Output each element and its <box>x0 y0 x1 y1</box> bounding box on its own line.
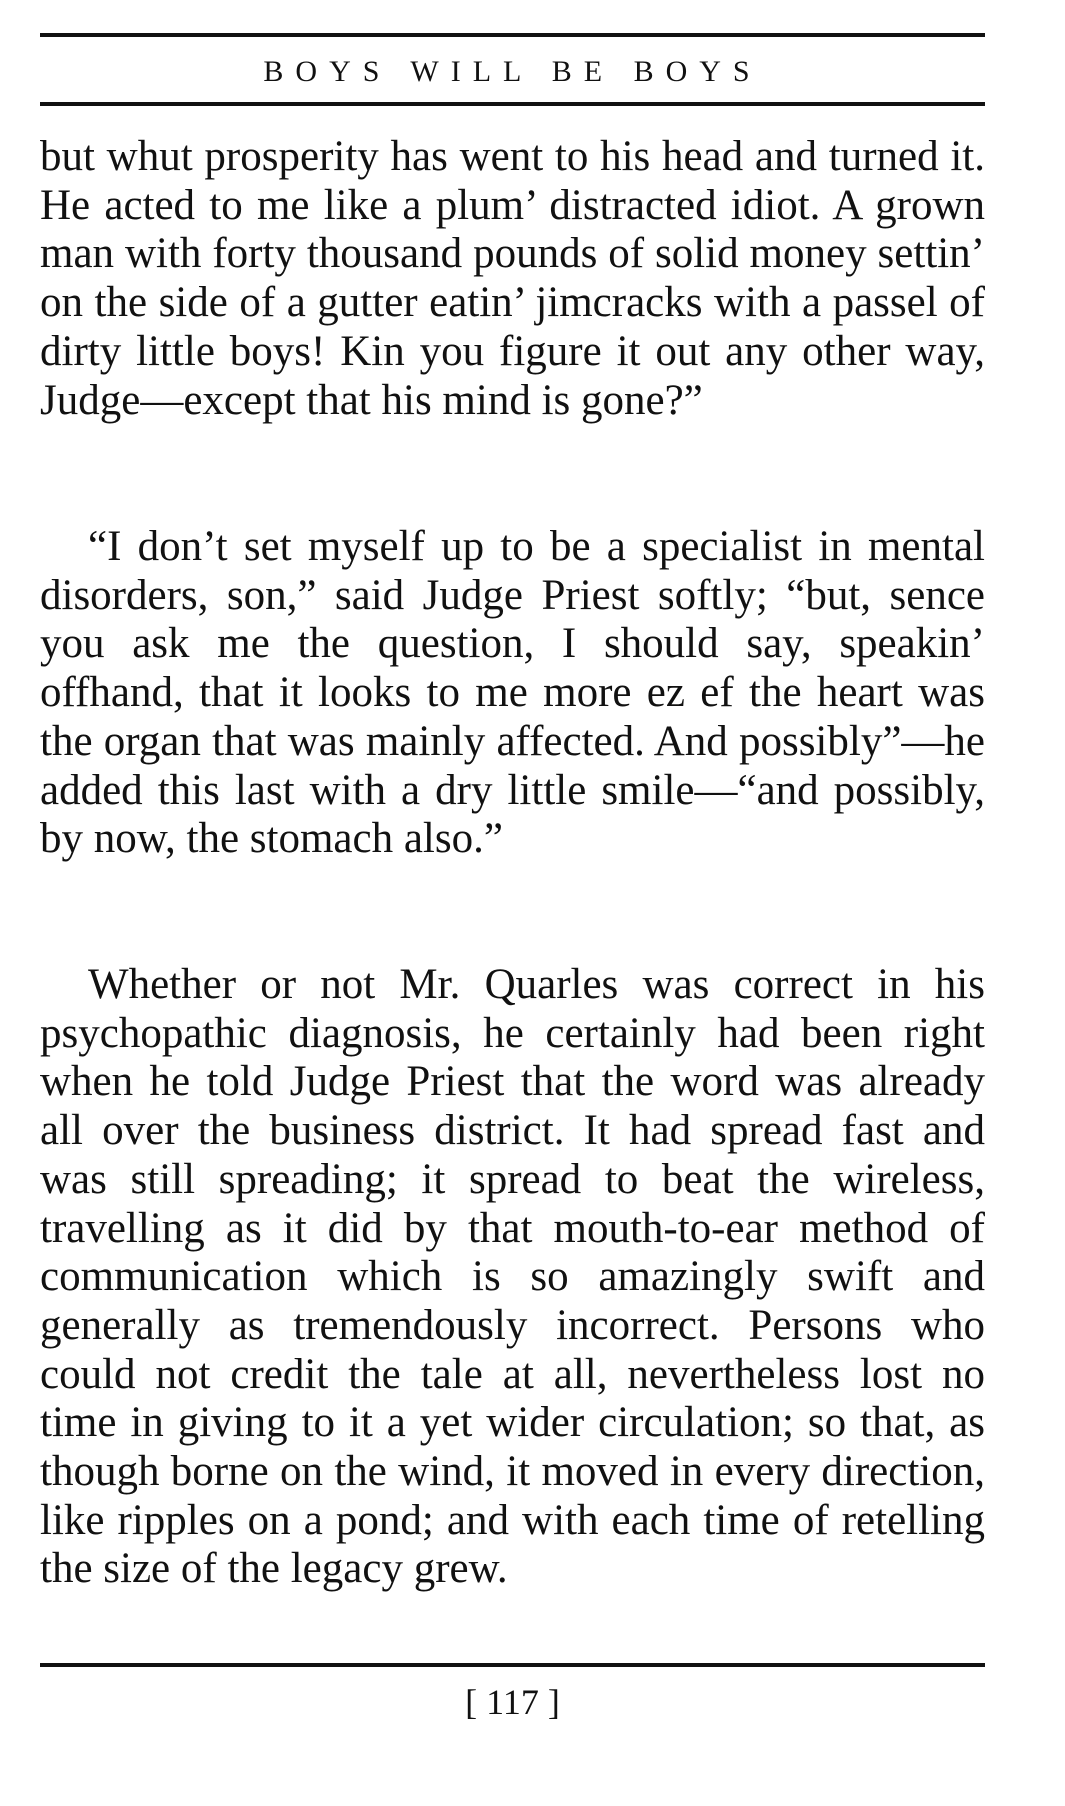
header-top-rule <box>40 33 985 37</box>
footer-rule <box>40 1663 985 1667</box>
paragraph-text: Whether or not Mr. Quarles was correct in his psychopathic diagnosis, he certainly had been right when he told Judge Priest that the word was already all over the business district. It had spread fast and was still spreading; it spread to beat the wireless, travelling as it did by that mouth-to-ear method of communication which is so amazingly swift and generally as tremendously incorrect. Persons who could not credit the tale at all, nevertheless lost no time in giving to it a yet wider circulation; so that, as though borne on the wind, it moved in every direction, like ripples on a pond; and with each time of retelling the size of the legacy grew. <box>40 961 985 1593</box>
running-title: BOYS WILL BE BOYS <box>263 55 762 88</box>
page-number: [ 117 ] <box>465 1682 560 1722</box>
paragraph-narration <box>40 961 985 1594</box>
paragraph-text: “I don’t set myself up to be a specialist in mental disorders, son,” said Judge Priest softly; “but, sence you ask me the question, I should say, speakin’ offhand, that it looks to me more ez ef the heart was the organ that was mainly affected. And possibly”—he added this last with a dry little smile—“and possibly, by now, the stomach also.” <box>40 523 985 863</box>
paragraph-continuation <box>40 133 985 425</box>
header-bottom-rule <box>40 102 985 106</box>
paragraph-dialogue <box>40 523 985 864</box>
paragraph-text: but whut prosperity has went to his head and turned it. He acted to me like a plum’ distracted idiot. A grown man with forty thousand pounds of solid money settin’ on the side of a gutter eatin’ jimcracks with a passel of dirty little boys! Kin you figure it out any other way, Judge—except that his mind is gone?” <box>40 133 985 424</box>
